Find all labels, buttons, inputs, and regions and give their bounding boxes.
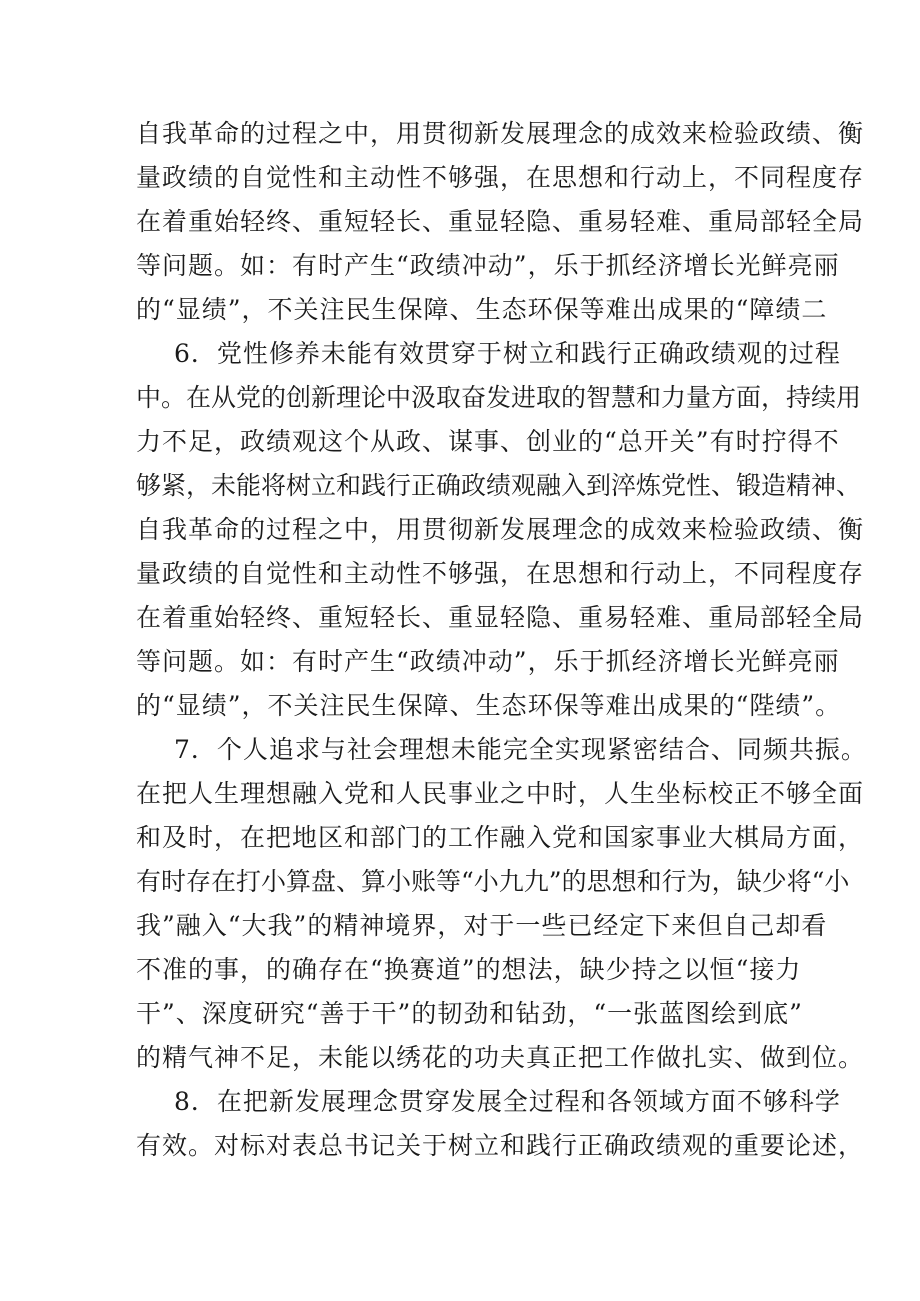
text-line: 等问题。如：有时产生“政绩冲动”，乐于抓经济增长光鲜亮丽: [136, 647, 840, 676]
text-line: 力不足，政绩观这个从政、谋事、创业的“总开关”有时拧得不: [136, 427, 840, 456]
text-line: 在着重始轻终、重短轻长、重显轻隐、重易轻难、重局部轻全局: [136, 207, 865, 236]
text-line: 够紧，未能将树立和践行正确政绩观融入到淬炼党性、锻造精神、: [136, 471, 862, 500]
text-line: 等问题。如：有时产生“政绩冲动”，乐于抓经济增长光鲜亮丽: [136, 251, 840, 280]
text-line: 的精气神不足，未能以绣花的功夫真正把工作做扎实、做到位。: [136, 1043, 865, 1072]
paragraph-6-heading: 6．党性修养未能有效贯穿于树立和践行正确政绩观的过程: [174, 339, 841, 368]
text-line: 在着重始轻终、重短轻长、重显轻隐、重易轻难、重局部轻全局: [136, 603, 865, 632]
text-line: 自我革命的过程之中，用贯彻新发展理念的成效来检验政绩、衡: [136, 515, 865, 544]
text-line: 的“显绩”，不关注民生保障、生态环保等难出成果的“陛绩”。: [136, 691, 842, 720]
paragraph-8-heading: 8．在把新发展理念贯穿发展全过程和各领域方面不够科学: [174, 1087, 841, 1116]
text-line: 量政绩的自觉性和主动性不够强，在思想和行动上，不同程度存: [136, 559, 865, 588]
text-line: 自我革命的过程之中，用贯彻新发展理念的成效来检验政绩、衡: [136, 119, 865, 148]
text-line: 的“显绩”，不关注民生保障、生态环保等难出成果的“障绩二: [136, 295, 828, 324]
paragraph-7-heading: 7．个人追求与社会理想未能完全实现紧密结合、同频共振。: [174, 735, 867, 764]
text-line: 在把人生理想融入党和人民事业之中时，人生坐标校正不够全面: [136, 779, 865, 808]
text-line: 不准的事，的确存在“换赛道”的想法，缺少持之以恒“接力: [136, 955, 802, 984]
text-line: 有效。对标对表总书记关于树立和践行正确政绩观的重要论述，: [136, 1131, 865, 1160]
text-line: 我”融入“大我”的精神境界，对于一些已经定下来但自己却看: [136, 911, 828, 940]
text-line: 干”、深度研究“善于干”的韧劲和钻劲，“一张蓝图绘到底”: [136, 999, 803, 1028]
text-line: 和及时，在把地区和部门的工作融入党和国家事业大棋局方面，: [136, 823, 865, 852]
text-line: 有时存在打小算盘、算小账等“小九九”的思想和行为，缺少将“小: [136, 867, 850, 896]
text-line: 中。在从党的创新理论中汲取奋发进取的智慧和力量方面，持续用: [136, 383, 862, 412]
text-line: 量政绩的自觉性和主动性不够强，在思想和行动上，不同程度存: [136, 163, 865, 192]
